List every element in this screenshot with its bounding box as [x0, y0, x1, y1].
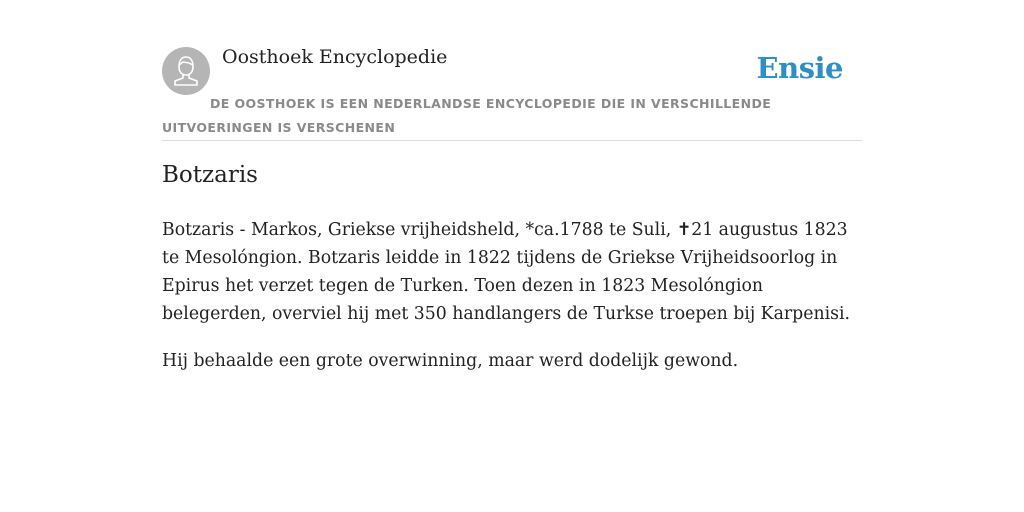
article-paragraph: Hij behaalde een grote overwinning, maar werd dodelijk gewond.	[162, 351, 739, 371]
brand-logo[interactable]: Ensie	[756, 51, 843, 85]
user-avatar-icon[interactable]	[162, 47, 210, 95]
article-title: Botzaris	[162, 162, 258, 188]
author-name[interactable]: Oosthoek Encyclopedie	[222, 46, 448, 68]
article-paragraph: Botzaris - Markos, Griekse vrijheidsheld, *ca.1788 te Suli, ✝21 augustus 1823 te Mesolóngion. Botzaris leidde in 1822 tijdens de Griekse Vrijheidsoorlog in Epirus het verzet tegen de Turken. Toen dezen in 1823 Mesolóngion belegerden, overviel hij met 350 handlangers de Turkse troepen bij Karpenisi.	[162, 220, 850, 324]
article-body	[162, 216, 862, 394]
header	[162, 46, 862, 141]
author-tagline: DE OOSTHOEK IS EEN NEDERLANDSE ENCYCLOPEDIE DIE IN VERSCHILLENDE UITVOERINGEN IS VERSCHENEN	[162, 96, 772, 135]
